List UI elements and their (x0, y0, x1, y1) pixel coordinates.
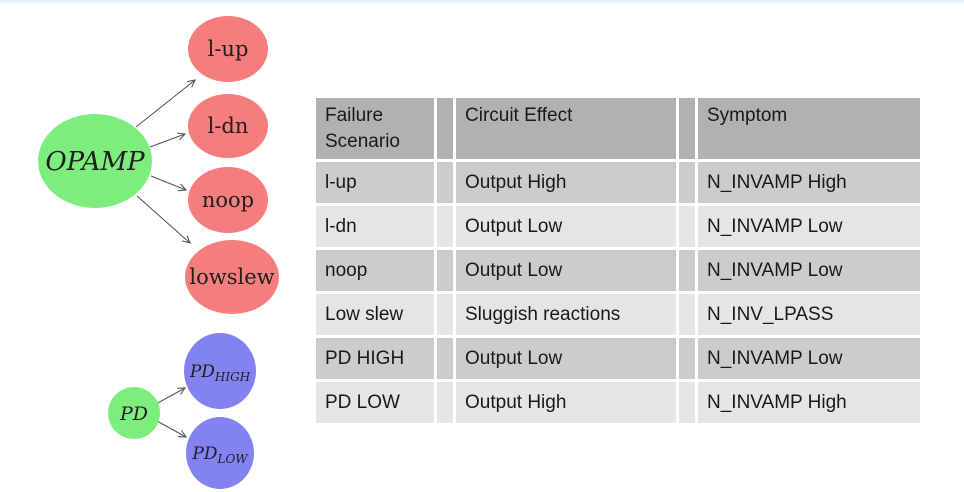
cell-spacer (679, 206, 695, 247)
table-row (316, 382, 920, 423)
cell-effect: Output Low (456, 250, 676, 291)
edge-opamp-ldn (150, 134, 185, 147)
cell-spacer (679, 162, 695, 203)
node-pdlow-base: PD (192, 444, 218, 464)
fault-tree-diagram (0, 0, 310, 492)
cell-spacer (437, 206, 453, 247)
table-row (316, 250, 920, 291)
table-header-row (316, 98, 920, 159)
edge-opamp-lup (136, 80, 195, 127)
cell-spacer (437, 382, 453, 423)
node-noop-label: noop (201, 188, 255, 212)
edge-opamp-noop (151, 176, 186, 190)
node-lowslew-label: lowslew (189, 265, 275, 289)
table-row (316, 206, 920, 247)
cell-symptom: N_INVAMP High (698, 382, 920, 423)
node-lup-label: l-up (207, 37, 249, 61)
header-symptom: Symptom (698, 98, 920, 159)
node-pdhigh-sub: HIGH (214, 370, 251, 384)
cell-spacer (437, 338, 453, 379)
failure-table (313, 95, 923, 426)
cell-spacer (679, 338, 695, 379)
cell-symptom: N_INVAMP High (698, 162, 920, 203)
edge-opamp-lowslew (137, 196, 190, 243)
cell-symptom: N_INVAMP Low (698, 250, 920, 291)
node-pdhigh-base: PD (189, 362, 215, 382)
cell-spacer (437, 294, 453, 335)
cell-effect: Output High (456, 162, 676, 203)
node-ldn-label: l-dn (207, 114, 249, 138)
table-row (316, 162, 920, 203)
table-row (316, 338, 920, 379)
cell-scenario: l-dn (316, 206, 434, 247)
edge-pd-pdhigh (156, 388, 185, 404)
cell-scenario: PD LOW (316, 382, 434, 423)
cell-scenario: PD HIGH (316, 338, 434, 379)
edge-pd-pdlow (157, 421, 186, 437)
cell-symptom: N_INV_LPASS (698, 294, 920, 335)
cell-scenario: l-up (316, 162, 434, 203)
cell-symptom: N_INVAMP Low (698, 206, 920, 247)
cell-effect: Output High (456, 382, 676, 423)
cell-symptom: N_INVAMP Low (698, 338, 920, 379)
node-opamp-label: OPAMP (45, 147, 145, 177)
table-row (316, 294, 920, 335)
cell-spacer (679, 382, 695, 423)
cell-effect: Output Low (456, 338, 676, 379)
node-pdlow-sub: LOW (217, 452, 248, 466)
cell-effect: Output Low (456, 206, 676, 247)
cell-scenario: noop (316, 250, 434, 291)
header-spacer-2 (679, 98, 695, 159)
header-circuit-effect: Circuit Effect (456, 98, 676, 159)
cell-spacer (679, 250, 695, 291)
cell-scenario: Low slew (316, 294, 434, 335)
cell-spacer (437, 250, 453, 291)
header-spacer-1 (437, 98, 453, 159)
cell-effect: Sluggish reactions (456, 294, 676, 335)
header-failure-scenario: Failure Scenario (316, 98, 434, 159)
node-pd-label: PD (119, 403, 149, 425)
cell-spacer (679, 294, 695, 335)
cell-spacer (437, 162, 453, 203)
